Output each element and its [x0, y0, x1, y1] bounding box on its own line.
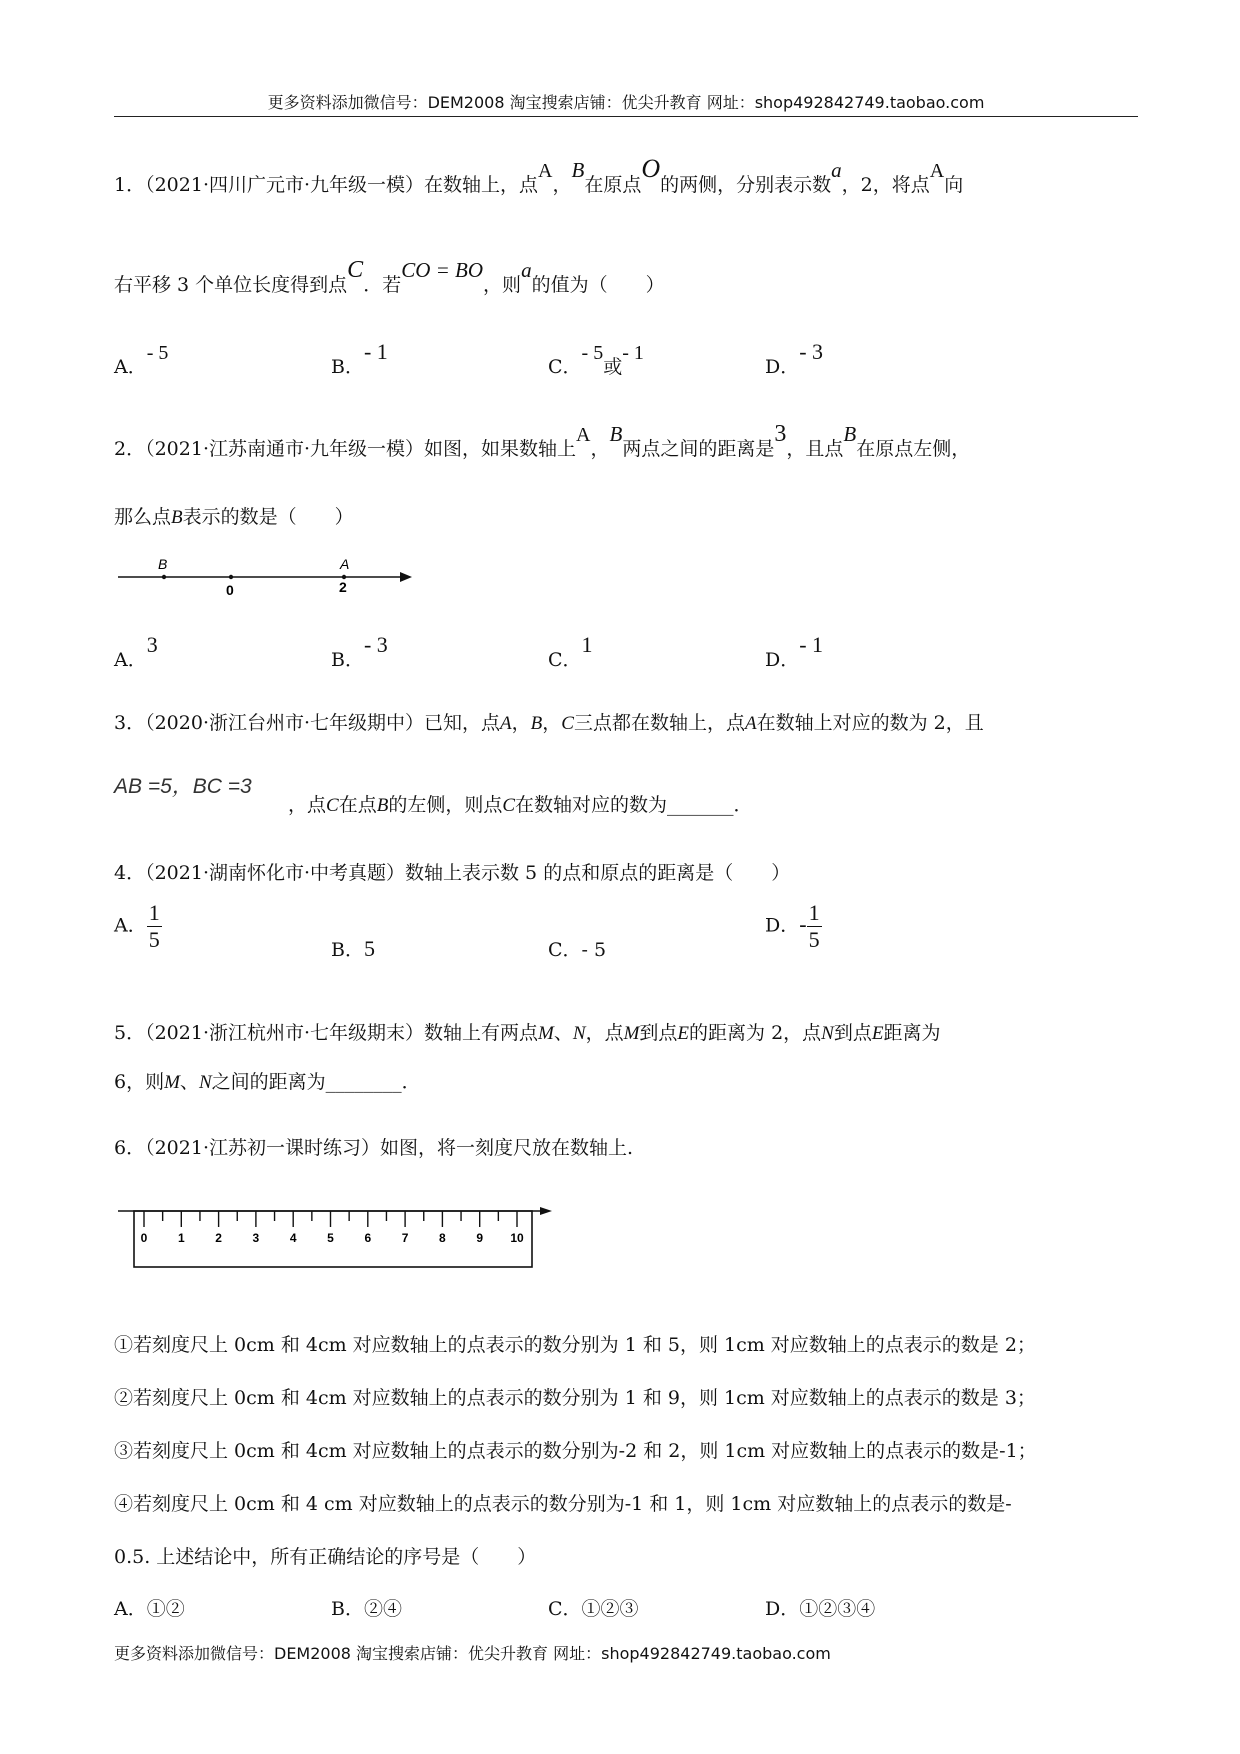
q3-point-b: B [530, 713, 543, 734]
q6-statement-3: ③若刻度尺上 0cm 和 4cm 对应数轴上的点表示的数分别为-2 和 2，则 1cm 对应数轴上的点表示的数是-1； [114, 1440, 1037, 1462]
q5-point-e: E [677, 1023, 690, 1044]
q3-point-c: C [326, 795, 339, 816]
q3-text: ，点 [288, 794, 327, 816]
option-label: A． [114, 914, 147, 937]
q1-text: 向 [944, 174, 964, 196]
q5-answer-blank: 之间的距离为________． [211, 1071, 421, 1093]
q3-point-a: A [500, 713, 512, 734]
figure-tick-0: 0 [226, 582, 234, 598]
option-label: C． [548, 356, 582, 378]
q2-text: 2．（2021·江苏南通市·九年级一模）如图，如果数轴上 [114, 438, 577, 460]
option-label: B． [331, 649, 364, 671]
q1-point-b: B [571, 158, 585, 182]
q1-var-a: a [831, 158, 842, 182]
q2-point-a: A [576, 424, 591, 446]
q3-text: 3．（2020·浙江台州市·七年级期中）已知，点 [114, 712, 501, 734]
q3-answer-blank: 在数轴对应的数为_______． [515, 794, 753, 816]
q5-text: 的距离为 2，点 [689, 1022, 822, 1044]
axis-arrow [540, 1207, 552, 1215]
q1-text: ，2，将点 [841, 174, 930, 196]
q2-option-c[interactable] [548, 632, 593, 672]
ruler-label: 4 [289, 1231, 297, 1245]
q5-point-n: N [821, 1023, 834, 1044]
ruler-label: 3 [252, 1231, 260, 1245]
q2-distance: 3 [774, 421, 787, 447]
q6-intro: 6．（2021·江苏初一课时练习）如图，将一刻度尺放在数轴上. [114, 1137, 634, 1159]
q6-option-a[interactable] [114, 1594, 185, 1621]
q2-number-line-figure [114, 550, 414, 600]
q2-point-b: B [609, 422, 623, 446]
q1-point-c: C [347, 257, 364, 283]
q1-text: 1．（2021·四川广元市·九年级一模）在数轴上，点 [114, 174, 539, 196]
option-label: C． [548, 649, 582, 671]
page-header: 更多资料添加微信号：DEM2008 淘宝搜索店铺：优尖升教育 网址：shop492842749.taobao.com [267, 93, 985, 112]
q1-text: 的两侧，分别表示数 [660, 174, 832, 196]
option-label: D． [765, 356, 800, 378]
q1-text: ．若 [363, 274, 402, 296]
q3-point-c: C [561, 713, 574, 734]
ruler-label: 8 [439, 1231, 446, 1245]
q2-sep: ， [590, 438, 610, 460]
option-label: C． [548, 939, 582, 961]
q6-statement-1: ①若刻度尺上 0cm 和 4cm 对应数轴上的点表示的数分别为 1 和 5，则 1cm 对应数轴上的点表示的数是 2； [114, 1334, 1036, 1356]
q5-text: 到点 [639, 1022, 678, 1044]
q3-line2 [288, 790, 753, 817]
q5-point-n: N [572, 1023, 586, 1044]
option-value: ①② [146, 1598, 185, 1620]
q1-option-c[interactable] [548, 342, 644, 379]
option-value: 3 [146, 632, 158, 657]
option-label: B． [331, 1598, 364, 1620]
option-label: D． [765, 914, 800, 937]
q5-point-m: M [538, 1023, 554, 1044]
q5-text: 距离为 [883, 1022, 941, 1044]
q3-sep: ， [511, 712, 531, 734]
q1-option-b[interactable] [331, 339, 388, 379]
q6-question: 0.5. 上述结论中，所有正确结论的序号是（ ） [114, 1546, 537, 1568]
option-label: B． [331, 356, 364, 378]
q4-line1: 4．（2021·湖南怀化市·中考真题）数轴上表示数 5 的点和原点的距离是（ ） [114, 862, 791, 884]
point-b-dot [162, 575, 166, 579]
ruler-ticks [141, 1211, 524, 1245]
q1-text: 右平移 3 个单位长度得到点 [114, 274, 348, 296]
option-value: - 3 [799, 339, 824, 364]
q1-text: 在原点 [584, 174, 642, 196]
q1-var-a: a [521, 258, 532, 282]
option-label: A． [114, 356, 147, 378]
fraction [807, 900, 822, 953]
option-value: - 5 [581, 342, 604, 364]
ruler-label: 7 [401, 1231, 409, 1245]
q2-text: 那么点 [114, 506, 172, 528]
q5-text: 到点 [833, 1022, 872, 1044]
option-value: - 1 [363, 339, 388, 364]
q3-condition-text: AB =5，BC =3 [114, 775, 252, 798]
q5-point-m: M [164, 1072, 180, 1093]
q3-point-a: A [744, 713, 757, 734]
q6-option-c[interactable] [548, 1594, 639, 1621]
q1-option-d[interactable] [765, 339, 824, 379]
q5-sep: 、 [553, 1022, 573, 1044]
option-value: - 5 [146, 342, 169, 364]
q1-point-a: A [929, 160, 945, 182]
q1-sep: ， [552, 174, 572, 196]
q4-option-d[interactable] [765, 900, 822, 953]
fraction-denominator: 5 [808, 927, 820, 952]
option-value: - 1 [799, 632, 824, 657]
option-label: D． [765, 1598, 800, 1620]
q3-condition [114, 770, 252, 800]
ruler-label: 1 [177, 1231, 185, 1245]
q5-text: ，点 [585, 1022, 624, 1044]
q4-option-a[interactable] [114, 900, 162, 953]
q1-text: ，则 [483, 274, 522, 296]
option-value: 1 [581, 632, 593, 657]
q3-text: 在数轴上对应的数为 2，且 [756, 712, 984, 734]
fraction [147, 900, 162, 953]
option-value: ①②③ [581, 1598, 639, 1620]
q2-text: 在原点左侧， [856, 438, 971, 460]
fraction-numerator: 1 [148, 900, 160, 925]
option-label: C． [548, 1598, 582, 1620]
q5-point-e: E [871, 1023, 884, 1044]
q6-option-d[interactable] [765, 1594, 875, 1621]
q5-text: 6，则 [114, 1071, 165, 1093]
figure-label-a: A [340, 556, 350, 572]
q2-point-b: B [843, 422, 857, 446]
q3-text: 的左侧，则点 [388, 794, 503, 816]
ruler-label: 2 [215, 1231, 222, 1245]
figure-label-b: B [158, 556, 168, 572]
q2-option-b[interactable] [331, 632, 388, 672]
q1-point-a: A [538, 160, 553, 182]
option-label: D． [765, 649, 800, 671]
header-divider [114, 116, 1138, 117]
ruler-label: 5 [327, 1231, 334, 1245]
axis-arrow [400, 572, 412, 582]
q2-text: 表示的数是（ ） [182, 506, 354, 528]
q2-option-a[interactable] [114, 632, 158, 672]
ruler-label: 9 [476, 1231, 484, 1245]
q6-statement-4: ④若刻度尺上 0cm 和 4 cm 对应数轴上的点表示的数分别为-1 和 1，则 1cm 对应数轴上的点表示的数是- [114, 1493, 1012, 1515]
ruler-label: 10 [510, 1231, 524, 1245]
option-value: ①②③④ [799, 1598, 876, 1620]
option-or: 或 [603, 356, 623, 378]
q1-line1 [114, 154, 964, 198]
q5-point-m: M [623, 1023, 640, 1044]
ruler-label: 0 [140, 1231, 148, 1245]
q2-line2 [114, 502, 354, 529]
q3-text: 三点都在数轴上，点 [573, 712, 745, 734]
q5-point-n: N [198, 1072, 212, 1093]
q2-option-d[interactable] [765, 632, 824, 672]
origin-dot [229, 575, 233, 579]
option-value: - 5 [581, 939, 607, 961]
q3-sep: ， [542, 712, 562, 734]
q3-point-c: C [502, 795, 516, 816]
q6-ruler-figure [114, 1197, 554, 1277]
q1-text: 的值为（ ） [531, 274, 665, 296]
fraction-numerator: 1 [808, 900, 820, 925]
q2-text: 两点之间的距离是 [622, 438, 775, 460]
option-sign: - [799, 911, 807, 937]
option-value: - 1 [622, 342, 644, 364]
q3-line1 [114, 708, 984, 735]
q2-line1 [114, 421, 971, 462]
q6-statement-2: ②若刻度尺上 0cm 和 4cm 对应数轴上的点表示的数分别为 1 和 9，则 1cm 对应数轴上的点表示的数是 3； [114, 1387, 1036, 1409]
q2-point-b: B [171, 507, 183, 528]
option-value: 5 [363, 936, 375, 961]
q4-option-c[interactable] [548, 935, 606, 962]
option-value: - 3 [363, 632, 388, 657]
q5-line1 [114, 1018, 941, 1045]
q5-line2 [114, 1067, 421, 1094]
q3-text: 在点 [338, 794, 377, 816]
option-label: A． [114, 1598, 147, 1620]
figure-tick-2: 2 [339, 579, 347, 595]
ruler-label: 6 [364, 1231, 372, 1245]
q1-line2 [114, 257, 665, 298]
q2-text: ，且点 [786, 438, 844, 460]
page-footer: 更多资料添加微信号：DEM2008 淘宝搜索店铺：优尖升教育 网址：shop492842749.taobao.com [114, 1644, 831, 1663]
q1-equation: CO = BO [401, 258, 484, 282]
q5-text: 5．（2021·浙江杭州市·七年级期末）数轴上有两点 [114, 1022, 539, 1044]
q3-point-b: B [376, 795, 389, 816]
option-value: ②④ [363, 1598, 402, 1620]
q4-option-b[interactable] [331, 935, 375, 962]
q5-sep: 、 [179, 1071, 199, 1093]
option-label: A． [114, 649, 147, 671]
q1-option-a[interactable] [114, 342, 169, 379]
fraction-denominator: 5 [148, 927, 160, 952]
q1-origin: O [641, 154, 661, 183]
q6-option-b[interactable] [331, 1594, 402, 1621]
option-label: B． [331, 939, 364, 961]
